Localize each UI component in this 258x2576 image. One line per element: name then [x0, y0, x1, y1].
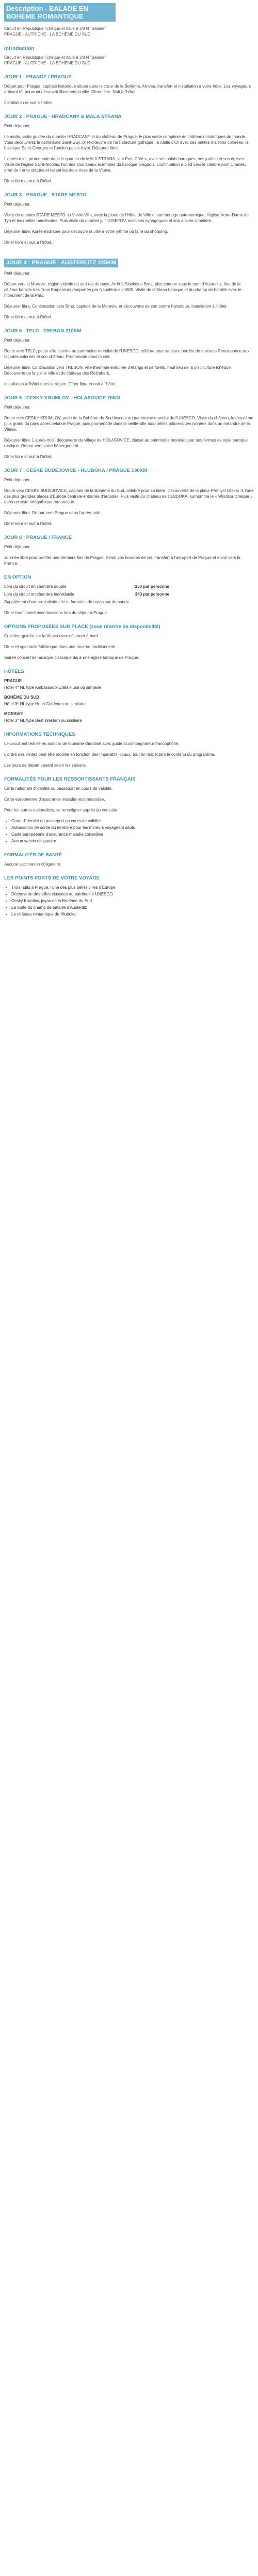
day-heading: JOUR 7 : CESKE BUDEJOVICE - HLUBOKA / PRAGUE 190KM — [4, 468, 148, 473]
strong-points-heading: LES POINTS FORTS DE VOTRE VOYAGE — [4, 875, 100, 881]
day-7 — [4, 468, 254, 527]
price-label: Lors du circuit en chambre individuelle — [4, 592, 75, 597]
strong-points-list — [4, 885, 254, 917]
formalities-paragraph: Carte européenne d'assurance maladie recommandée. — [4, 797, 105, 802]
options-heading: OPTIONS PROPOSÉES SUR PLACE (sous réserve de disponibilité) — [4, 624, 160, 630]
formalities-paragraph: Pour les autres nationalités, se renseigner auprès du consulat. — [4, 808, 119, 812]
options-paragraph: Soirée concert de musique classique dans une église baroque de Prague. — [4, 655, 139, 660]
intro-line: Circuit en République Tchèque et Italie 9 J/8 N "Balade" — [4, 26, 106, 31]
day-4 — [4, 250, 254, 320]
introduction-heading: Introduction — [4, 46, 35, 52]
introduction-text: Circuit en République Tchèque et Italie 9 J/8 N "Balade" — [4, 55, 106, 60]
price-row — [4, 591, 169, 597]
day-heading-highlight: JOUR 4 : PRAGUE - AUSTERLITZ 225KM — [4, 259, 118, 267]
day-paragraph: Petit déjeuner. — [4, 338, 31, 343]
day-heading: JOUR 2 : PRAGUE - HRADCANY & MALA STRANA — [4, 114, 122, 120]
formalities-heading: FORMALITÉS POUR LES RESSORTISSANTS FRANÇAIS — [4, 776, 136, 782]
day-paragraph: Déjeuner libre. L'après-midi, découverte du village de HOLASOVICE, classé au patrimoine mondial pour ses fermes de style baroque rustique. Retour vers votre hébergement. — [4, 438, 248, 448]
day-paragraph: Dîner libre et nuit à l'hôtel. — [4, 315, 52, 319]
day-paragraph: Dîner libre et nuit à l'hôtel. — [4, 179, 52, 183]
options-section — [4, 624, 254, 660]
day-paragraph: Déjeuner libre. Continuation vers TREBON, ville thermale entourée d'étangs et de forêts, haut lieu de la pisciculture tchèque. Découverte de la vieille ville et du château des Rožmberk. — [4, 365, 232, 376]
option-note: Supplément chambre individuelle et formules de repas sur demande. — [4, 600, 131, 604]
page — [0, 0, 258, 917]
day-paragraph: Route vers CESKE BUDEJOVICE, capitale de la Bohême du Sud, célèbre pour sa bière. Découverte de la place Přemysl Otakar II, l'une des plus grandes places d'Europe centrale entourée d'arcades. Puis visite du château de HLUBOKA, surnommé le « Windsor tchèque », dans un style néogothique romantique. — [4, 488, 254, 504]
day-paragraph: Journée libre pour profiter une dernière fois de Prague. Selon vos horaires de vol, transfert à l'aéroport de Prague et envol vers la France. — [4, 555, 240, 566]
list-item: • Trois nuits à Prague, l'une des plus belles villes d'Europe — [11, 885, 254, 890]
formalities-paragraph: Carte nationale d'identité ou passeport en cours de validité. — [4, 786, 113, 791]
hotel-name: Hôtel 3* NL type Best Western ou similaire — [4, 718, 82, 723]
day-paragraph: Déjeuner libre. Continuation vers Brno, capitale de la Moravie, et découverte de son centre historique. Installation à l'hôtel. — [4, 304, 228, 309]
info-paragraph: L'ordre des visites peut être modifié en fonction des impératifs locaux, tout en respectant le contenu du programme. — [4, 752, 215, 757]
day-paragraph: Route vers TELC, petite ville inscrite au patrimoine mondial de l'UNESCO, célèbre pour sa place bordée de maisons Renaissance aux façades colorées et son château. Promenade dans la cité. — [4, 349, 250, 359]
formalities-section — [4, 776, 254, 844]
price-label: Lors du circuit en chambre double — [4, 584, 67, 589]
day-8 — [4, 535, 254, 566]
options-paragraph: Croisière guidée sur la Vltava avec déjeuner à bord. — [4, 634, 100, 638]
hotels-heading: HÔTELS — [4, 669, 24, 674]
itinerary — [4, 74, 254, 566]
day-paragraph: Petit déjeuner. — [4, 478, 31, 482]
day-heading: JOUR 6 : CESKY KRUMLOV - HOLASOVICE 75KM — [4, 395, 121, 401]
info-section — [4, 732, 254, 768]
hotels-section — [4, 669, 254, 723]
info-paragraph: Les jours de départ varient selon les saisons. — [4, 763, 87, 768]
list-item: • Découverte des villes classées au patrimoine UNESCO — [11, 891, 254, 897]
price-value: 340 par personne — [135, 592, 169, 597]
day-heading: JOUR 8 : PRAGUE / FRANCE — [4, 535, 72, 540]
day-2 — [4, 114, 254, 184]
day-paragraph: Déjeuner libre. Après-midi libre pour découvrir la ville à votre rythme ou faire du shopping. — [4, 229, 168, 234]
day-paragraph: Départ pour Prague, capitale historique située dans le cœur de la Bohême. Arrivée, transfert et installation à votre hôtel. Les voyageurs arrivant tôt pourront découvrir librement la ville. Dîner libre. Nuit à l'hôtel. — [4, 84, 251, 94]
formalities-list — [4, 818, 254, 844]
introduction-text: PRAGUE - AUTRICHE - LA BOHÈME DU SUD — [4, 61, 91, 65]
day-paragraph: Route vers CESKY KRUMLOV, perle de la Bohême du Sud inscrite au patrimoine mondial de l'UNESCO. Visite du château, le deuxième plus grand du pays après celui de Prague, puis promenade dans la vieille ville aux ruelles pittoresques nichées dans un méandre de la Vltava. — [4, 416, 253, 432]
day-5 — [4, 328, 254, 387]
day-paragraph: Déjeuner libre. Retour vers Prague dans l'après-midi. — [4, 511, 102, 515]
day-heading: JOUR 5 : TELC - TREBON 210KM — [4, 328, 82, 334]
day-paragraph: Dîner libre et nuit à l'hôtel. — [4, 521, 52, 526]
options-paragraph: Dîner et spectacle folklorique dans une taverne traditionnelle. — [4, 645, 117, 649]
list-item: • Carte d'identité ou passeport en cours de validité — [11, 818, 254, 824]
day-paragraph: Petit déjeuner. — [4, 405, 31, 410]
day-heading: JOUR 1 : FRANCE / PRAGUE — [4, 74, 72, 80]
hotel-name: Hôtel 3* NL type Hotel Goldenes ou similaire — [4, 702, 86, 706]
hotel-city: PRAGUE — [4, 679, 22, 683]
day-paragraph: Petit déjeuner. — [4, 202, 31, 207]
strong-points-section — [4, 875, 254, 917]
health-text: Aucune vaccination obligatoire. — [4, 862, 61, 867]
option-note: Dîner traditionnel avec boissons lors du séjour à Prague. — [4, 611, 108, 615]
day-3 — [4, 192, 254, 245]
hotel-city: BOHÈME DU SUD — [4, 695, 40, 700]
day-heading: JOUR 3 : PRAGUE - STARE MESTO — [4, 192, 87, 198]
health-section — [4, 852, 254, 867]
day-paragraph: Petit déjeuner. — [4, 545, 31, 549]
day-paragraph: Le matin, visite guidée du quartier HRADCANY et du château de Prague, le plus vaste complexe de châteaux historiques du monde. Vous découvrirez la cathédrale Saint-Guy, chef-d'œuvre de l'architecture gothique, la ruelle d'Or avec ses petites maisons colorées, la basilique Saint-Georges et l'ancien palais royal. Déjeuner libre. — [4, 134, 249, 150]
list-item: • La visite du champ de bataille d'Austerlitz — [11, 905, 254, 910]
day-1 — [4, 74, 254, 106]
day-paragraph: Petit déjeuner. — [4, 271, 31, 276]
list-item: • Carte européenne d'assurance maladie conseillée — [11, 832, 254, 837]
option-section — [4, 574, 254, 616]
hotel-name: Hôtel 4* NL type Ambassador Zlata Husa ou similaire — [4, 685, 102, 690]
list-item: • Cesky Krumlov, joyau de la Bohême du Sud — [11, 898, 254, 904]
day-paragraph: Petit déjeuner. — [4, 124, 31, 128]
day-paragraph: Installation à l'hôtel dans la région. Dîner libre et nuit à l'hôtel. — [4, 382, 117, 386]
price-value: 250 par personne — [135, 584, 169, 589]
day-paragraph: Installation et nuit à l'hôtel. — [4, 100, 53, 105]
health-heading: FORMALITÉS DE SANTÉ — [4, 852, 62, 858]
info-heading: INFORMATIONS TECHNIQUES — [4, 732, 75, 737]
day-paragraph: Départ vers la Moravie, région viticole du sud-est du pays. Arrêt à Slavkov u Brna, plus connue sous le nom d'Austerlitz, lieu de la célèbre bataille des Trois Empereurs remportée par Napoléon en 1805. Visite du château baroque et du champ de bataille avec le monument de la Paix. — [4, 282, 241, 298]
day-6 — [4, 395, 254, 460]
option-heading: EN OPTION — [4, 574, 31, 580]
list-item: • Autorisation de sortie du territoire pour les mineurs voyageant seuls — [11, 825, 254, 831]
page-title: Description - BALADE EN BOHÈME ROMANTIQUE — [4, 3, 116, 22]
price-row — [4, 584, 169, 589]
day-paragraph: L'après-midi, promenade dans le quartier de MALA STRANA, le « Petit Côté », avec ses palais baroques, ses jardins et ses églises. Visite de l'église Saint-Nicolas, l'un des plus beaux exemples du baroque praguois. Continuation à pied vers le célèbre pont Charles, orné de trente statues et reliant les deux rives de la Vltava. — [4, 157, 246, 173]
day-paragraph: Dîner libre et nuit à l'hôtel. — [4, 240, 52, 245]
day-paragraph: Visite du quartier STARE MESTO, la Vieille Ville, avec la place de l'Hôtel de Ville et son horloge astronomique, l'église Notre-Dame de Týn et les ruelles médiévales. Puis visite du quartier juif JOSEFOV, avec ses synagogues et son ancien cimetière. — [4, 213, 249, 223]
info-paragraph: Le circuit est réalisé en autocar de tourisme climatisé avec guide accompagnateur francophone. — [4, 741, 180, 746]
day-paragraph: Dîner libre et nuit à l'hôtel. — [4, 454, 52, 459]
list-item: • Aucun vaccin obligatoire — [11, 838, 254, 844]
list-item: • Le château romantique de Hluboka — [11, 911, 254, 917]
hotel-city: MORAVIE — [4, 711, 23, 716]
intro-line: PRAGUE - AUTRICHE - LA BOHÈME DU SUD — [4, 32, 91, 37]
